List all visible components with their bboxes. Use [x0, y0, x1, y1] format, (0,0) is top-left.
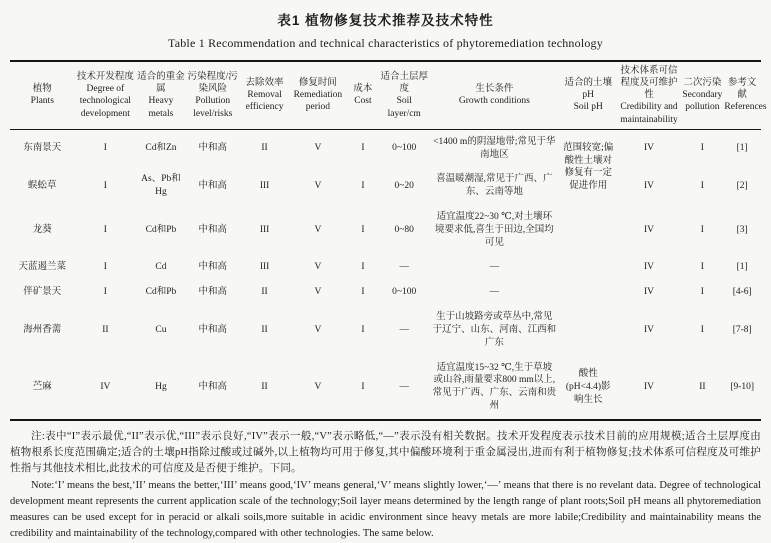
col-header-credibility [617, 61, 682, 129]
cell-soil-layer: 0~100 [392, 287, 417, 298]
cell-plant: 东南景天 [23, 143, 62, 154]
cell-soil-ph [560, 205, 617, 255]
cell-references: [7-8] [732, 324, 752, 335]
cell-degree: I [103, 180, 107, 191]
phytoremediation-table [10, 60, 767, 421]
cell-metals: Cd和Pb [145, 224, 177, 235]
cell-pollution: 中和高 [198, 381, 227, 392]
cell-soil-layer: — [399, 381, 409, 392]
cell-plant: 蜈蚣草 [28, 180, 57, 191]
cell-period: V [314, 381, 322, 392]
cell-cost: I [361, 324, 365, 335]
cell-soil-layer: — [399, 324, 409, 335]
cell-removal: II [261, 143, 268, 154]
col-header-soil-ph [560, 61, 617, 129]
cell-pollution: 中和高 [198, 224, 227, 235]
cell-plant: 天蓝遏兰菜 [18, 262, 67, 273]
col-header-degree [75, 61, 137, 129]
col-header-cost [346, 61, 379, 129]
table-row [10, 167, 761, 205]
col-header-soil-ph-zh: 适合的土壤pH [564, 78, 612, 101]
cell-soil-ph [560, 280, 617, 305]
table-title-en: Table 1 Recommendation and technical characteristics of phytoremediation technology [168, 36, 603, 50]
col-header-references-en: References [724, 102, 767, 113]
cell-credibility: IV [644, 381, 655, 392]
cell-pollution: 中和高 [198, 262, 227, 273]
cell-references: [2] [736, 180, 748, 191]
cell-plant: 苎麻 [32, 381, 52, 392]
cell-plant: 龙葵 [32, 224, 52, 235]
table-row [10, 255, 761, 280]
col-header-removal [240, 61, 290, 129]
col-header-degree-zh: 技术开发程度 [76, 72, 134, 83]
cell-credibility: IV [644, 324, 655, 335]
col-header-period-en: Remediation period [293, 90, 343, 113]
col-header-period [289, 61, 346, 129]
col-header-references [723, 61, 767, 129]
col-header-cost-zh: 成本 [353, 84, 373, 95]
cell-metals: Cd [155, 262, 167, 273]
cell-cost: I [361, 143, 365, 154]
cell-metals: As、Pb和Hg [141, 174, 181, 198]
cell-references: [1] [736, 262, 748, 273]
cell-credibility: IV [644, 180, 655, 191]
col-header-plants [10, 61, 75, 129]
cell-credibility: IV [644, 143, 655, 154]
cell-pollution: 中和高 [198, 180, 227, 191]
cell-soil-layer: — [399, 262, 409, 273]
col-header-credibility-zh: 技术体系可信程度及可维护性 [620, 66, 678, 101]
col-header-metals-en: Heavy metals [148, 96, 174, 119]
cell-soil-ph [560, 255, 617, 280]
cell-credibility: IV [644, 262, 655, 273]
cell-secondary: I [700, 287, 704, 298]
cell-growth: — [489, 262, 500, 273]
note-zh: 注:表中“I”表示最优,“II”表示优,“III”表示良好,“IV”表示一般,“V”表示略低,“—”表示没有相关数据。技术开发程度表示技术目前的应用规模;适合土层厚度由植物根系长度范围确定;适合的土壤pH指除过酸或过碱外,以上植物均可用于修复,其中偏酸环境利于重金属浸出,进而有利于植物修复;技术体系可信程度及可维护性指与其他技术相比,此技术的可信度及是否便于维护。下同。 [10, 430, 761, 475]
table-row [10, 129, 761, 167]
cell-pollution: 中和高 [198, 143, 227, 154]
cell-degree: II [102, 324, 109, 335]
cell-metals: Hg [155, 381, 167, 392]
table-row [10, 305, 761, 355]
table-title-zh: 表1 植物修复技术推荐及技术特性 [277, 13, 494, 28]
cell-growth: — [489, 287, 500, 298]
col-header-metals [136, 61, 186, 129]
cell-secondary: I [700, 143, 704, 154]
cell-degree: IV [100, 381, 111, 392]
cell-secondary: II [699, 381, 706, 392]
col-header-plants-en: Plants [30, 96, 54, 107]
cell-cost: I [361, 381, 365, 392]
cell-cost: I [361, 180, 365, 191]
cell-period: V [314, 262, 322, 273]
cell-cost: I [361, 262, 365, 273]
cell-growth: 生于山坡路旁或草丛中,常见于辽宁、山东、河南、江西和广东 [432, 312, 557, 348]
col-header-cost-en: Cost [354, 96, 372, 107]
cell-secondary: I [700, 180, 704, 191]
cell-soil-layer: 0~100 [392, 143, 417, 154]
cell-period: V [314, 287, 322, 298]
col-header-pollution [186, 61, 240, 129]
col-header-degree-en: Degree of technological development [79, 84, 131, 119]
cell-secondary: I [700, 262, 704, 273]
cell-removal: III [259, 262, 270, 273]
cell-plant: 伴矿景天 [23, 287, 62, 298]
cell-period: V [314, 224, 322, 235]
col-header-growth-zh: 生长条件 [475, 84, 514, 95]
cell-cost: I [361, 287, 365, 298]
table-row [10, 356, 761, 420]
cell-credibility: IV [644, 224, 655, 235]
cell-cost: I [361, 224, 365, 235]
cell-references: [4-6] [732, 287, 752, 298]
col-header-pollution-zh: 污染程度/污染风险 [187, 72, 238, 95]
cell-soil-ph: 范围较宽;偏酸性土壤对修复有一定促进作用 [563, 142, 614, 192]
cell-degree: I [103, 287, 107, 298]
cell-growth: 适宜温度22~30 ℃,对土壤环境要求低,喜生于田边,全国均可见 [434, 212, 554, 248]
col-header-soil-layer-en: Soil layer/cm [387, 96, 421, 119]
col-header-growth [429, 61, 560, 129]
col-header-removal-en: Removal efficiency [245, 90, 284, 113]
cell-soil-ph [560, 305, 617, 355]
col-header-metals-zh: 适合的重金属 [137, 72, 185, 95]
cell-growth: 喜温暖潮湿,常见于广西、广东、云南等地 [436, 174, 553, 198]
cell-degree: I [103, 262, 107, 273]
cell-pollution: 中和高 [198, 324, 227, 335]
col-header-plants-zh: 植物 [32, 84, 52, 95]
cell-period: V [314, 180, 322, 191]
header-row [10, 61, 761, 129]
col-header-soil-layer [379, 61, 429, 129]
col-header-secondary-en: Secondary pollution [682, 90, 723, 113]
col-header-growth-en: Growth conditions [458, 96, 530, 107]
cell-secondary: I [700, 324, 704, 335]
cell-removal: II [261, 287, 268, 298]
col-header-credibility-en: Credibility and maintainability [620, 102, 678, 125]
cell-credibility: IV [644, 287, 655, 298]
cell-metals: Cd和Pb [145, 287, 177, 298]
cell-pollution: 中和高 [198, 287, 227, 298]
cell-degree: I [103, 224, 107, 235]
cell-references: [1] [736, 143, 748, 154]
table-row [10, 280, 761, 305]
cell-degree: I [103, 143, 107, 154]
col-header-removal-zh: 去除效率 [245, 78, 284, 89]
cell-metals: Cd和Zn [145, 143, 177, 154]
col-header-references-zh: 参考文献 [727, 78, 757, 101]
cell-soil-ph: 酸性(pH<4.4)影响生长 [565, 368, 611, 405]
cell-metals: Cu [155, 324, 167, 335]
cell-soil-layer: 0~20 [394, 180, 414, 191]
cell-period: V [314, 324, 322, 335]
col-header-soil-ph-en: Soil pH [573, 102, 603, 113]
cell-soil-layer: 0~80 [394, 224, 414, 235]
cell-growth: 适宜温度15~32 ℃,生于草坡或山谷,雨量要求800 mm以上,常见于广西、广东、云南和贵州 [432, 362, 557, 411]
col-header-soil-layer-zh: 适合土层厚度 [380, 72, 428, 95]
note-en: Note:‘I’ means the best,‘II’ means the better,‘III’ means good,‘IV’ means general,‘V’ means slightly lower,‘—’ means that there is no revelant data. Degree of technological development meant represents the current application scale of the technology;Soil layer means determined by the length range of plant roots;Soil pH means all phytoremediation measures can be used except for in peracid or alkali soils,more suitable in acidic environment since heavy metals are more labile;Credibility and maintainability means the credibility and maintainability of the technology,compared with other technologies. The same below. [10, 479, 761, 540]
col-header-secondary [681, 61, 723, 129]
cell-removal: III [259, 224, 270, 235]
cell-references: [3] [736, 224, 748, 235]
table-row [10, 205, 761, 255]
cell-removal: II [261, 324, 268, 335]
cell-growth: <1400 m的阴湿地带;常见于华南地区 [433, 136, 556, 160]
cell-plant: 海州香薷 [23, 324, 62, 335]
cell-removal: III [259, 180, 270, 191]
col-header-secondary-zh: 二次污染 [683, 78, 722, 89]
cell-references: [9-10] [730, 381, 755, 392]
col-header-pollution-en: Pollution level/risks [193, 96, 233, 119]
col-header-period-zh: 修复时间 [298, 78, 337, 89]
cell-removal: II [261, 381, 268, 392]
cell-period: V [314, 143, 322, 154]
table-notes [10, 429, 761, 543]
cell-secondary: I [700, 224, 704, 235]
